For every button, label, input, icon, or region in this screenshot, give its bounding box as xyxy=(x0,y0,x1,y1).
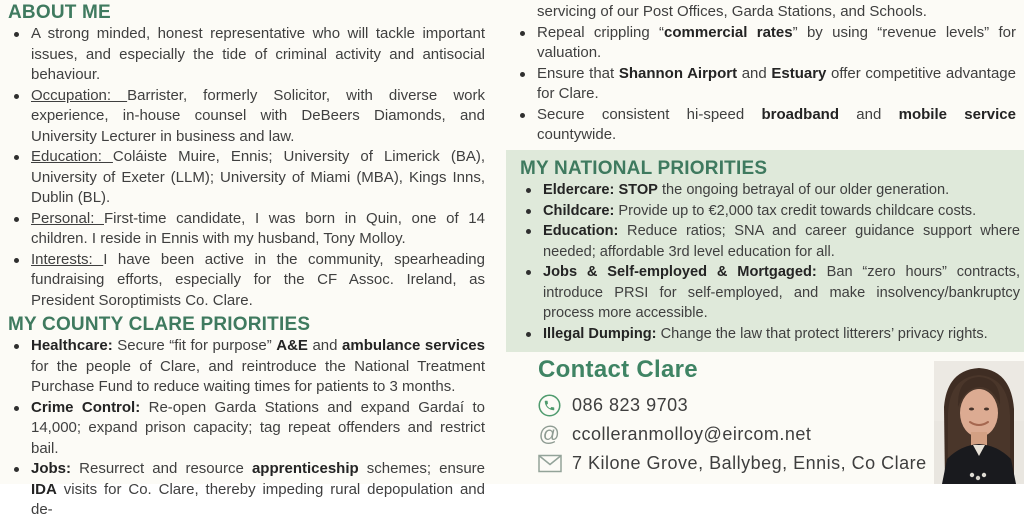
text-segment: Education: xyxy=(543,223,628,239)
candidate-photo xyxy=(934,361,1024,484)
text-segment: First-time candidate, I was born in Quin, one of 14 children. I reside in Ennis with my husband, Tony Molloy. xyxy=(31,209,485,247)
text-segment: Illegal Dumping: xyxy=(543,325,661,342)
text-segment: A&E xyxy=(276,337,308,354)
contact-address: 7 Kilone Grove, Ballybeg, Ennis, Co Clare xyxy=(572,453,927,473)
text-segment: Education: xyxy=(31,148,113,165)
text-segment: visits for Co. Clare, thereby impeding rural depopulation and de- xyxy=(31,480,485,518)
text-segment: Occupation: xyxy=(31,86,128,104)
contact-phone: 086 823 9703 xyxy=(572,395,689,415)
text-segment: ” by using “revenue levels” for valuation. xyxy=(537,23,1017,61)
text-segment: Secure “fit for purpose” xyxy=(117,337,277,354)
text-segment: A strong minded, honest representative who will tackle important issues, and especially the tide of criminal activity and antisocial behaviour. xyxy=(31,25,485,83)
contact-phone-row xyxy=(538,394,927,417)
about-me-heading: ABOUT ME xyxy=(8,2,111,23)
bullet-item xyxy=(8,24,485,86)
text-segment: Personal: xyxy=(31,209,104,227)
text-segment: apprenticeship xyxy=(251,460,359,477)
bullet-item xyxy=(8,336,485,398)
bullet-item xyxy=(8,459,485,521)
bullet-item xyxy=(8,209,485,250)
text-segment: commercial rates xyxy=(664,23,793,41)
national-priorities-list xyxy=(520,180,1020,344)
text-segment: Jobs & Self-employed & Mortgaged: xyxy=(543,264,827,280)
national-priorities-heading: MY NATIONAL PRIORITIES xyxy=(520,158,768,179)
continuation-line: servicing of our Post Offices, Garda Stations, and Schools. xyxy=(537,3,927,20)
right-column-list xyxy=(514,23,1016,146)
text-segment: and xyxy=(737,64,772,82)
text-segment: I have been active in the community, spearheading fundraising efforts, especially for the CF Assoc. Ireland, as President Soroptimists Co. Clare. xyxy=(31,250,485,309)
text-segment: Ensure that xyxy=(537,64,619,82)
bullet-item xyxy=(8,147,485,209)
text-segment: and xyxy=(307,337,343,354)
text-segment: Repeal crippling “ xyxy=(537,23,665,41)
contact-section xyxy=(538,356,927,481)
text-segment: Eldercare: STOP xyxy=(543,182,658,198)
text-segment: Crime Control: xyxy=(31,398,149,416)
text-segment: Healthcare: xyxy=(31,337,118,354)
at-icon: @ xyxy=(538,423,561,446)
bullet-item xyxy=(520,180,1020,201)
text-segment: Change the law that protect litterers’ privacy rights. xyxy=(660,325,988,342)
text-segment: Shannon Airport xyxy=(618,64,738,82)
bullet-item xyxy=(8,250,485,312)
national-priorities-box xyxy=(506,150,1024,352)
text-segment: Estuary xyxy=(771,64,827,82)
bullet-item xyxy=(520,221,1020,262)
contact-email: ccolleranmolloy@eircom.net xyxy=(572,424,812,444)
contact-email-row xyxy=(538,423,927,446)
bullet-item xyxy=(514,23,1016,64)
text-segment: schemes; ensure xyxy=(358,460,485,477)
text-segment: offer competitive advantage for Clare. xyxy=(537,64,1016,102)
candidate-portrait-art xyxy=(934,361,1024,484)
contact-heading: Contact Clare xyxy=(538,356,698,383)
text-segment: Ban “zero hours” contracts, introduce PRSI for self-employed, and make insolvency/bankruptcy process more accessible. xyxy=(543,264,1020,321)
text-segment: mobile service xyxy=(898,105,1016,123)
text-segment: Interests: xyxy=(31,250,104,268)
text-segment: the ongoing betrayal of our older generation. xyxy=(657,182,950,198)
bullet-item xyxy=(8,398,485,460)
text-segment: Resurrect and resource xyxy=(79,460,252,477)
about-me-list xyxy=(8,24,485,311)
text-segment: Jobs: xyxy=(31,460,80,477)
text-segment: Re-open Garda Stations and expand Gardaí to 14,000; expand prison capacity; tag repeat offenders and restrict bail. xyxy=(31,398,485,457)
text-segment: Secure consistent hi-speed xyxy=(537,105,762,123)
bullet-item xyxy=(514,105,1016,146)
bullet-item xyxy=(8,86,485,148)
phone-icon xyxy=(538,394,561,417)
text-segment: Coláiste Muire, Ennis; University of Limerick (BA), University of Exeter (LLM); University of Miami (MBA), Kings Inns, Dublin (BL). xyxy=(31,148,485,206)
left-column xyxy=(8,2,485,521)
bullet-item xyxy=(514,64,1016,105)
envelope-icon xyxy=(538,452,561,475)
text-segment: Reduce ratios; SNA and career guidance support where needed; affordable 3rd level education for all. xyxy=(543,223,1020,260)
bullet-item xyxy=(520,262,1020,324)
contact-address-row xyxy=(538,452,927,475)
text-segment: for the people of Clare, and reintroduce the National Treatment Purchase Fund to reduce waiting times for patients to 3 months. xyxy=(31,357,485,395)
bullet-item xyxy=(520,201,1020,222)
county-priorities-heading: MY COUNTY CLARE PRIORITIES xyxy=(8,314,311,335)
text-segment: Barrister, formerly Solicitor, with diverse work experience, in-house counsel with DeBeers Diamonds, and University Lecturer in business and law. xyxy=(31,86,485,145)
text-segment: broadband xyxy=(761,105,839,123)
bullet-item xyxy=(520,324,1020,345)
text-segment: Childcare: xyxy=(543,202,619,219)
text-segment: IDA xyxy=(31,480,57,498)
county-priorities-list xyxy=(8,336,485,521)
right-column-top xyxy=(514,2,1016,146)
text-segment: Provide up to €2,000 tax credit towards childcare costs. xyxy=(618,202,977,219)
text-segment: ambulance services xyxy=(342,337,485,354)
text-segment: countywide. xyxy=(537,126,617,143)
text-segment: and xyxy=(839,105,899,123)
